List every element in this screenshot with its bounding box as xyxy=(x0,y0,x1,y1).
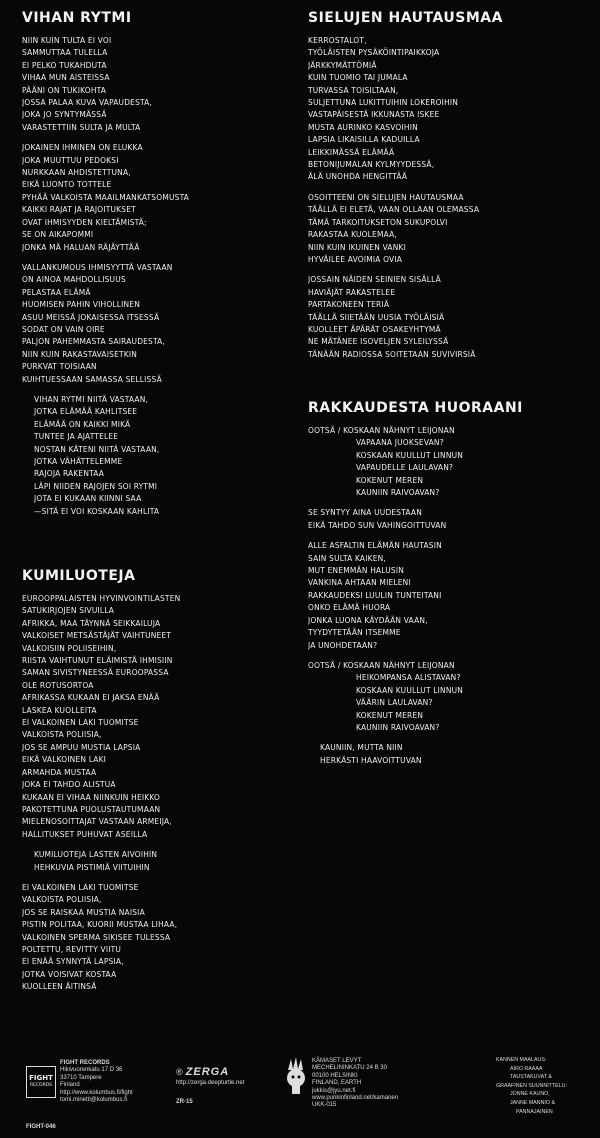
lyric-line: OSOITTEENI ON SIELUJEN HAUTAUSMAA xyxy=(308,191,464,202)
stanza xyxy=(308,659,592,733)
song-rakkaudesta-huoraani xyxy=(308,400,592,774)
lyric-line: KUOLLEET ÄPÄRÄT OSAKEYHTYMÄ xyxy=(308,323,441,334)
lyric-line: KAIKKI RAJAT JA RAJOITUKSET xyxy=(22,204,136,215)
credit-line: KANNEN MAALAUS: xyxy=(496,1057,547,1063)
lyric-line: SE ON AIKAPOMMI xyxy=(22,229,94,240)
zerga-logo-icon: ® xyxy=(176,1067,183,1077)
credit-line: AIRO RAAAA xyxy=(510,1065,543,1072)
credit-line: TAUSTAKUVAT & xyxy=(510,1074,552,1081)
lyric-line: EIKÄ LUONTO TOTTELE xyxy=(22,179,112,190)
stanza xyxy=(22,848,292,873)
stanza xyxy=(308,424,592,498)
lyric-line: VALKOISET METSÄSTÄJÄT VAIHTUNEET xyxy=(22,630,172,641)
song-title: KUMILUOTEJA xyxy=(22,568,136,584)
lyric-line: KUIN TUOMIO TAI JUMALA xyxy=(308,72,408,83)
lyric-line: VASTAPÄISESTÄ IKKUNASTA ISKEE xyxy=(308,109,440,120)
lyric-line: JOKA JO SYNTYMÄSSÄ xyxy=(22,109,107,120)
lyric-line: HEHKUVIA PISTIMIÄ VIITUIHIN xyxy=(34,861,150,872)
lyric-line: PISTIN POLITAA, KUORII MUSTAA LIHAA, xyxy=(22,919,178,930)
lyric-line: SAMMUTTAA TULELLA xyxy=(22,47,108,58)
stanza xyxy=(22,261,292,385)
lyric-line: PALJON PAHEMMASTA SAIRAUDESTA, xyxy=(22,336,165,347)
zerga-logo: ZERGA xyxy=(185,1066,230,1078)
lyric-line: RAKKAUDEKSI LUULIN TUNTEITANI xyxy=(308,589,442,600)
lyric-line: HEIKOMPANSA ALISTAVAN? xyxy=(356,672,461,683)
zerga-block xyxy=(176,1066,244,1107)
address-line: Hikivuorenkatu 17 D 36 xyxy=(60,1067,123,1074)
lyric-line: TYÖLÄISTEN PYSÄKÖINTIPAIKKOJA xyxy=(308,47,440,58)
lyric-line: VIHAN RYTMI NIITÄ VASTAAN, xyxy=(34,393,149,404)
lyric-line: PURKVAT TOISIAAN xyxy=(22,361,97,372)
song-vihan-rytmi xyxy=(22,10,292,525)
lyric-line: VALKOISIIN POLIISEIHIN, xyxy=(22,642,117,653)
website-link[interactable]: www.punkinfinland.net/kamanen xyxy=(312,1095,399,1102)
label-footer xyxy=(0,1056,600,1138)
lyric-line: PAKOTETTUNA PUOLUSTAUTUMAAN xyxy=(22,803,161,814)
lyric-line: TURVASSA TOISILTAAN, xyxy=(308,84,399,95)
lyric-line: VALKOISTA POLIISIA, xyxy=(22,729,102,740)
lyric-line: VANKINA AHTAAN MIELENI xyxy=(308,577,411,588)
email-link[interactable]: tomi.minetti@kolumbus.fi xyxy=(60,1097,128,1104)
stanza xyxy=(22,141,292,253)
lyric-line: VALKOINEN SPERMA SIKISEE TULESSA xyxy=(22,931,171,942)
artwork-credits xyxy=(496,1056,586,1116)
lyric-line: LEIKKIMÄSSÄ ELÄMÄÄ xyxy=(308,146,395,157)
lyric-line: SAIN SULTA KAIKEN, xyxy=(308,552,386,563)
email-link[interactable]: jukkis@jyu.net.fi xyxy=(312,1087,356,1094)
lyric-line: NOSTAN KÄTENI NIITÄ VASTAAN, xyxy=(34,443,160,454)
lyric-line: KOSKAAN KUULLUT LINNUN xyxy=(356,684,464,695)
lyric-line: KAUNIIN RAIVOAVAN? xyxy=(356,487,440,498)
kamaset-address xyxy=(312,1058,398,1110)
chorus xyxy=(22,393,292,517)
lyric-line: SATUKIRJOJEN SIVUILLA xyxy=(22,605,115,616)
stanza xyxy=(308,191,592,265)
lyric-line: VALLANKUMOUS IHMISYYTTÄ VASTAAN xyxy=(22,261,173,272)
lyric-line: JONKA MÄ HALUAN RÄJÄYTTÄÄ xyxy=(22,241,140,252)
lyric-line: TÄNÄÄN RADIOSSA SOITETAAN SUVIVIRSIÄ xyxy=(308,348,476,359)
stanza xyxy=(308,539,592,651)
credit-line: GRAAFINEN SUUNNITTELU: xyxy=(496,1082,567,1089)
lyric-line: PYHÄÄ VALKOISTA MAAILMANKATSOMUSTA xyxy=(22,191,189,202)
lyric-line: VIHAA MUN AISTEISSA xyxy=(22,72,110,83)
lyric-line: NIIN KUIN RAKASTAVAISETKIN xyxy=(22,348,138,359)
lyric-line: ALLE ASFALTIN ELÄMÄN HAUTASIN xyxy=(308,540,442,551)
lyric-line: KUOLLEEN ÄITINSÄ xyxy=(22,981,97,992)
lyric-line: JOTA EI KUKAAN KIINNI SAA xyxy=(34,493,142,504)
lyric-line: ELÄMÄÄ ON KAIKKI MIKÄ xyxy=(34,418,131,429)
lyric-line: —SITÄ EI VOI KOSKAAN KAHLITA xyxy=(34,505,160,516)
stanza xyxy=(308,34,592,183)
lyric-line: EI ENÄÄ SYNNYTÄ LAPSIA, xyxy=(22,956,124,967)
credit-line: JANNE MANNIO & xyxy=(510,1099,556,1106)
lyric-line: VALKOISTA POLIISIA, xyxy=(22,894,102,905)
address-line: 00100 HELSINKI xyxy=(312,1072,358,1079)
lyric-line: KUKAAN EI VIHAA NIINKUIN HEIKKO xyxy=(22,791,161,802)
lyric-line: KUMILUOTEJA LASTEN AIVOIHIN xyxy=(34,849,158,860)
lyric-line: KAUNIIN RAIVOAVAN? xyxy=(356,721,440,732)
lyric-line: KOKENUT MEREN xyxy=(356,709,424,720)
lyric-line: OVAT IHMISYYDEN KIELTÄMISTÄ; xyxy=(22,216,147,227)
lyric-line: EI VALKOINEN LAKI TUOMITSE xyxy=(22,717,139,728)
address-line: Finland xyxy=(60,1082,80,1089)
lyric-line: VÄÄRIN LAULAVAN? xyxy=(356,697,433,708)
lyric-line: NIIN KUIN TULTA EI VOI xyxy=(22,35,112,45)
lyric-line: PÄÄNI ON TUKIKOHTA xyxy=(22,84,107,95)
song-kumiluoteja xyxy=(22,568,292,1001)
lyric-line: PARTAKONEEN TERIÄ xyxy=(308,299,390,310)
lyric-line: HERKÄSTI HAAVOITTUVAN xyxy=(320,754,422,765)
lyric-line: KOKENUT MEREN xyxy=(356,474,424,485)
lyric-line: JÄRKKYMÄTTÖMIÄ xyxy=(308,59,377,70)
lyric-line: EI VALKOINEN LAKI TUOMITSE xyxy=(22,881,139,892)
lyric-line: TUNTEE JA AJATTELEE xyxy=(34,431,119,442)
lyric-line: JONKA LUONA KÄYDÄÄN VAAN, xyxy=(308,614,428,625)
lyric-line: OOTSÄ / KOSKAAN NÄHNYT LEIJONAN xyxy=(308,659,455,670)
lyric-line: JOTKA VOISIVAT KOSTAA xyxy=(22,968,117,979)
lyric-line: VARASTETTIIN SULTA JA MULTA xyxy=(22,121,141,132)
address-line: FIGHT RECORDS xyxy=(60,1060,110,1066)
song-title: RAKKAUDESTA HUORAANI xyxy=(308,400,523,416)
lyric-line: VAPAANA JUOKSEVAN? xyxy=(356,437,444,448)
lyric-line: SE SYNTYY AINA UUDESTAAN xyxy=(308,507,422,518)
lyric-line: EIKÄ VALKOINEN LAKI xyxy=(22,754,107,765)
lyric-line: LASKEA KUOLLEITA xyxy=(22,704,97,715)
address-line: KÄMASET LEVYT xyxy=(312,1058,362,1064)
lyric-line: NE MÄTÄNEE ISOVELJEN SYLEILYSSÄ xyxy=(308,336,449,347)
lyric-line: BETONIJUMALAN KYLMYYDESSÄ, xyxy=(308,159,435,170)
lyric-line: EI PELKO TUKAHDUTA xyxy=(22,59,107,70)
address-line: 33710 Tampere xyxy=(60,1074,102,1081)
lyric-line: ASUU MEISSÄ JOKAISESSA ITSESSÄ xyxy=(22,311,160,322)
fight-records-address xyxy=(60,1060,133,1104)
lyric-line: POLTETTU, REVITTY VIITU xyxy=(22,943,122,954)
song-title: SIELUJEN HAUTAUSMAA xyxy=(308,10,503,26)
lyric-line: HUOMISEN PAHIN VIHOLLINEN xyxy=(22,299,141,310)
lyric-line: TÄÄLLÄ SIIETÄÄN UUSIA TYÖLÄISIÄ xyxy=(308,311,445,322)
song-title: VIHAN RYTMI xyxy=(22,10,132,26)
lyric-line: ONKO ELÄMÄ HUORA xyxy=(308,602,391,613)
lyric-line: AFRIKKA, MAA TÄYNNÄ SEIKKAILUJA xyxy=(22,617,161,628)
lyric-line: LAPSIA LIKAISILLA KADUILLA xyxy=(308,134,420,145)
lyric-line: SULJETTUNA LUKITTUIHIN LOKEROIHIN xyxy=(308,97,459,108)
lyric-line: JA UNOHDETAAN? xyxy=(308,639,378,650)
address-line: FINLAND, EARTH xyxy=(312,1080,362,1087)
stanza xyxy=(22,34,292,133)
kamaset-logo xyxy=(282,1056,310,1101)
song-sielujen-hautausmaa xyxy=(308,10,592,368)
fight-records-logo xyxy=(26,1066,56,1098)
lyric-line: AFRIKASSA KUKAAN EI JAKSA ENÄÄ xyxy=(22,692,160,703)
lyric-line: JOKAINEN IHMINEN ON ELUKKA xyxy=(22,142,143,153)
lyric-line: JOSSAIN NÄIDEN SEINIEN SISÄLLÄ xyxy=(308,274,441,285)
lyric-line: ÄLÄ UNOHDA HENGITTÄÄ xyxy=(308,171,408,182)
lyric-line: TYYDYTETÄÄN ITSEMME xyxy=(308,627,401,638)
lyric-line: SODAT ON VAIN OIRE xyxy=(22,323,105,334)
lyric-line: KERROSTALOT, xyxy=(308,35,367,45)
credit-line: JONNE KAUNO, xyxy=(510,1091,550,1098)
lyric-line: NIIN KUIN IKUINEN VANKI xyxy=(308,241,406,252)
lyric-line: JOTKA VÄHÄTTELEMME xyxy=(34,456,123,466)
catalog-number: FIGHT-046 xyxy=(26,1124,56,1130)
lyric-line: MIELENOSOITTAJAT VASTAAN ARMEIJA, xyxy=(22,816,172,827)
lyric-line: OLE ROTUSORTOA xyxy=(22,679,94,690)
lyric-line: ARMAHDA MUSTAA xyxy=(22,766,97,777)
lyric-line: RAKASTAA KUOLEMAA, xyxy=(308,229,398,240)
lyric-line: MUT ENEMMÄN HALUSIN xyxy=(308,565,405,576)
lyric-line: RAJOJA RAKENTAA xyxy=(34,468,105,479)
catalog-number: ZR-15 xyxy=(176,1099,193,1106)
lyric-line: HYVÄILEE AVOIMIA OVIA xyxy=(308,253,403,264)
stanza xyxy=(308,506,592,531)
lyric-line: JOKA MUUTTUU PEDOKSI xyxy=(22,154,119,165)
lyric-line: ON AINOA MAHDOLLISUUS xyxy=(22,274,126,285)
lyric-line: HALLITUKSET PUHUVAT ASEILLA xyxy=(22,828,148,839)
lyric-line: HAVIÄJÄT RAKASTELEE xyxy=(308,286,396,297)
fight-logo-text: FIGHT xyxy=(29,1073,53,1082)
lyric-line: RIISTA VAIHTUNUT ELÄIMISTÄ IHMISIIN xyxy=(22,655,173,666)
lyric-line: TÄÄLLÄ EI ELETÄ, VAAN OLLAAN OLEMASSA xyxy=(308,204,480,215)
lyric-line: JOTKA ELÄMÄÄ KAHLITSEE xyxy=(34,406,138,417)
fight-logo-subtext: RECORDS xyxy=(29,1083,53,1088)
lyric-line: VAPAUDELLE LAULAVAN? xyxy=(356,462,454,473)
lyric-line: JOS SE AMPUU MUSTIA LAPSIA xyxy=(22,741,141,752)
lyric-line: KAUNIIN, MUTTA NIIN xyxy=(320,742,403,753)
lyric-line: PELASTAA ELÄMÄ xyxy=(22,286,91,297)
lyric-line: EIKÄ TAHDO SUN VAHINGOITTUVAN xyxy=(308,519,447,530)
lyric-line: JOSSA PALAA KUVA VAPAUDESTA, xyxy=(22,97,153,108)
lyric-line: EUROOPPALAISTEN HYVINVOINTILASTEN xyxy=(22,593,181,603)
lyric-line: TÄMÄ TARKOITUKSETON SUKUPOLVI xyxy=(308,216,448,227)
lyric-line: NURKKAAN AHDISTETTUNA, xyxy=(22,167,131,178)
punk-head-icon xyxy=(282,1056,310,1096)
lyric-line: OOTSÄ / KOSKAAN NÄHNYT LEIJONAN xyxy=(308,425,455,435)
stanza xyxy=(22,881,292,993)
lyric-line: LÄPI NIIDEN RAJOJEN SOI RYTMI xyxy=(34,480,158,491)
lyric-line: JOS SE RAISKAA MUSTIA NAISIA xyxy=(22,906,145,917)
catalog-number: UKK-015 xyxy=(312,1102,337,1109)
credit-line: PANNAJAINEN xyxy=(516,1108,553,1115)
lyric-line: MUSTA AURINKO KASVOIHIN xyxy=(308,121,418,132)
address-line: MECHELININKATU 24 B 30 xyxy=(312,1065,387,1072)
website-link[interactable]: http://www.kolumbus.fi/fight xyxy=(60,1089,133,1096)
lyric-line: SAMAN SIVISTYNEESSÄ EUROOPASSA xyxy=(22,667,169,678)
lyric-line: KUIHTUESSAAN SAMASSA SELLISSÄ xyxy=(22,373,162,384)
stanza xyxy=(308,741,592,766)
stanza xyxy=(22,592,292,840)
lyric-line: JOKA EI TAHDO ALISTUA xyxy=(22,779,116,790)
lyric-line: KOSKAAN KUULLUT LINNUN xyxy=(356,449,464,460)
stanza xyxy=(308,273,592,360)
website-link[interactable]: http://zerga.deepturtle.net xyxy=(176,1080,245,1086)
